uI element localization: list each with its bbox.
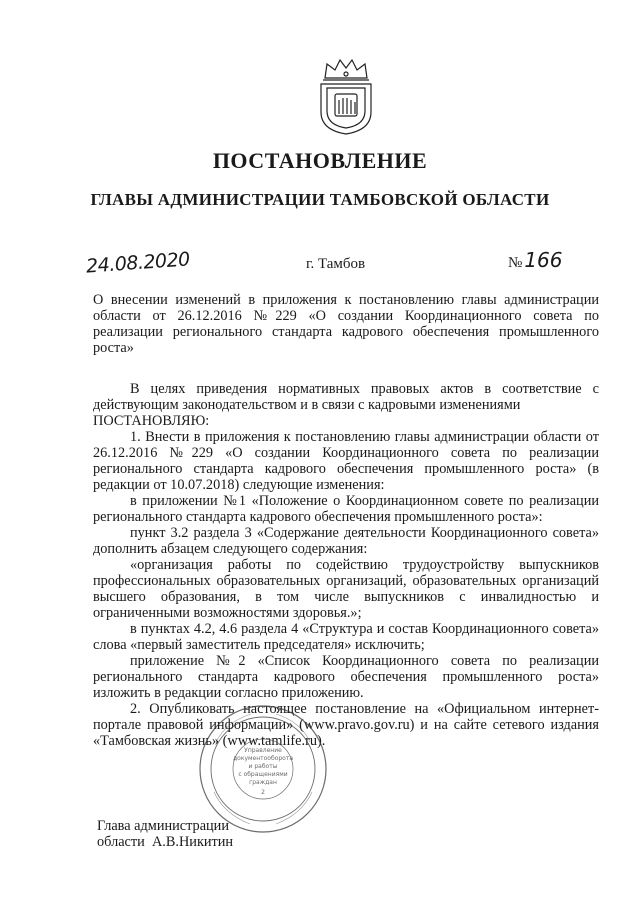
paragraph-item-2: 2. Опубликовать настоящее постановление на «Официальном интернет-портале правовой информации» (www.pravo.gov.ru) и на сайте сетевого издания «Тамбовская жизнь» (www.tamlife.ru). <box>93 701 599 749</box>
coat-of-arms-emblem <box>313 56 379 136</box>
stamp-line-5: граждан <box>249 779 277 786</box>
signature-position-line1: Глава администрации <box>97 818 229 834</box>
document-city: г. Тамбов <box>306 256 366 272</box>
stamp-line-3: и работы <box>248 763 278 770</box>
paragraph-quote: «организация работы по содействию трудоустройству выпускников профессиональных образовательных организаций, образовательных организаций высшего образования, в том числе выпускников с инвалидностью и ограниченными возможностями здоровья.»; <box>93 557 599 621</box>
number-value: 166 <box>524 248 563 272</box>
signature-name: А.В.Никитин <box>151 834 234 850</box>
number-prefix: № <box>508 255 523 271</box>
stamp-line-2: документооборота <box>233 755 293 762</box>
paragraph-item-1: 1. Внести в приложения к постановлению главы администрации области от 26.12.2016 №229 «О создании Координационного совета по реализации регионального стандарта кадрового обеспечения промышленного роста» (в редакции от 10.07.2018) следующие изменения: <box>93 429 599 493</box>
signature-position-line2: области <box>97 834 145 850</box>
document-number <box>508 248 563 272</box>
paragraph-clauses-4-2: в пунктах 4.2, 4.6 раздела 4 «Структура и состав Координационного совета» слова «первый заместитель председателя» исключить; <box>93 621 599 653</box>
stamp-line-4: с обращениями <box>238 771 288 778</box>
document-body <box>93 381 599 749</box>
paragraph-appendix-2: приложение №2 «Список Координационного совета по реализации регионального стандарта кадрового обеспечения промышленного роста» изложить в редакции согласно приложению. <box>93 653 599 701</box>
official-stamp <box>196 702 330 836</box>
stamp-line-1: Управление <box>244 747 282 754</box>
paragraph-resolve: ПОСТАНОВЛЯЮ: <box>93 413 210 429</box>
document-date: 24.08.2020 <box>85 248 191 278</box>
document-subtitle: ГЛАВЫ АДМИНИСТРАЦИИ ТАМБОВСКОЙ ОБЛАСТИ <box>90 190 550 209</box>
paragraph-clause-3-2: пункт 3.2 раздела 3 «Содержание деятельности Координационного совета» дополнить абзацем следующего содержания: <box>93 525 599 557</box>
document-heading: О внесении изменений в приложения к постановлению главы администрации области от 26.12.2016 №229 «О создании Координационного совета по реализации регионального стандарта кадрового обеспечения промышленного роста» <box>93 292 599 356</box>
paragraph-appendix-1: в приложении №1 «Положение о Координационном совете по реализации регионального стандарта кадрового обеспечения промышленного роста»: <box>93 493 599 525</box>
paragraph-preamble: В целях приведения нормативных правовых актов в соответствие с действующим законодательством и в связи с кадровыми изменениями <box>93 381 599 413</box>
document-title: ПОСТАНОВЛЕНИЕ <box>212 148 428 173</box>
stamp-number: 2 <box>261 789 265 796</box>
